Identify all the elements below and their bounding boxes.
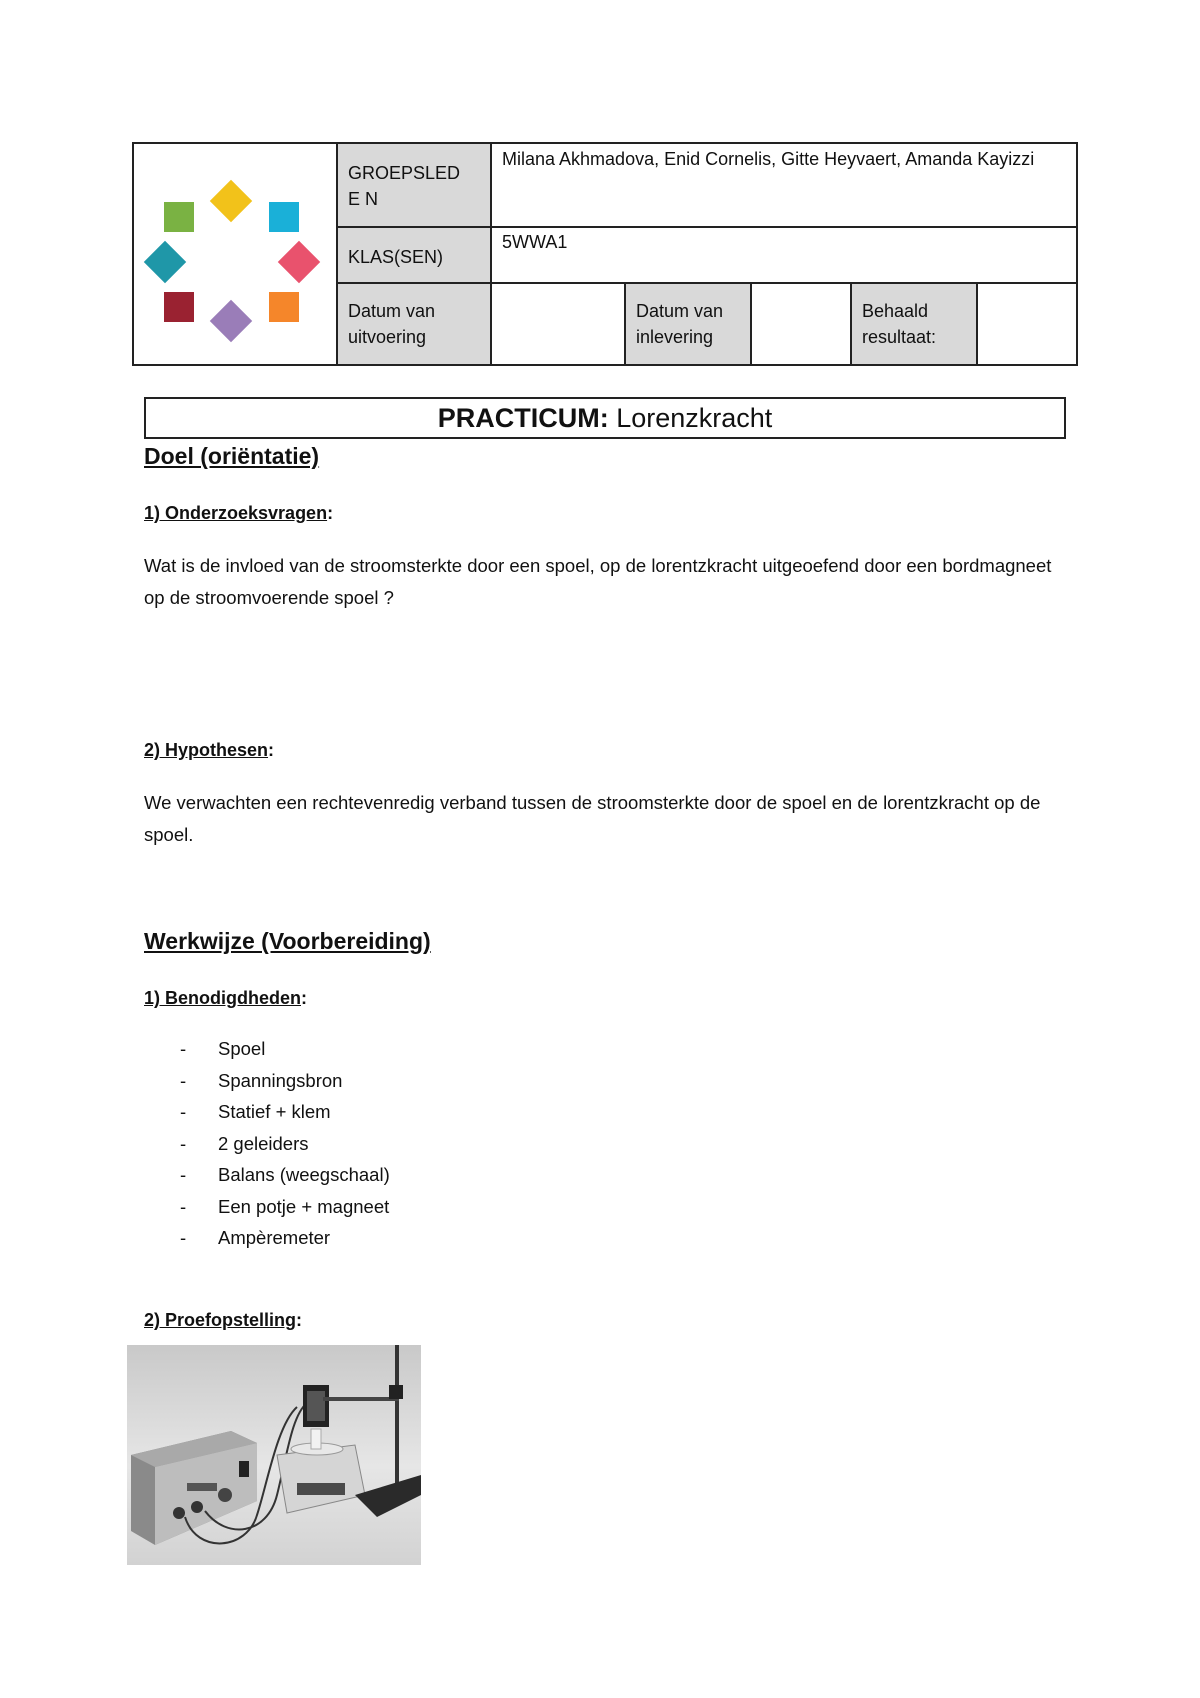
list-item: - Balans (weegschaal) (180, 1159, 390, 1191)
logo-shape-top-right (269, 202, 299, 232)
onderzoeksvragen-heading-text: 1) Onderzoeksvragen (144, 503, 328, 523)
logo-shape-bottom-right (269, 292, 299, 322)
onderzoeksvragen-heading (144, 503, 333, 524)
onderzoeksvraag-text: Wat is de invloed van de stroomsterkte door een spoel, op de lorentzkracht uitgeoefend door een bordmagneet op de stroomvoerende spoel ? (144, 555, 1052, 608)
groepsleden-label: GROEPSLEDE N (348, 163, 461, 209)
logo-shape-right (278, 241, 320, 283)
hypothese-text: We verwachten een rechtevenredig verband tussen de stroomsterkte door de spoel en de lorentzkracht op de spoel. (144, 792, 1041, 845)
heading-colon: : (268, 740, 275, 760)
title-subject: Lorenzkracht (608, 403, 773, 433)
col-divider (750, 284, 752, 364)
proefopstelling-heading-text: 2) Proefopstelling (144, 1310, 297, 1330)
datum-uitvoering-label: Datum van uitvoering (348, 301, 436, 347)
datum-inlevering-label-cell (626, 284, 750, 364)
setup-photo-drawing (127, 1345, 421, 1565)
row-divider (338, 282, 1076, 284)
hypothesen-heading-text: 2) Hypothesen (144, 740, 269, 760)
heading-colon: : (296, 1310, 303, 1330)
benodigdheden-heading (144, 988, 307, 1009)
col-divider (490, 144, 492, 364)
school-logo (134, 144, 334, 364)
title-prefix: PRACTICUM: (437, 403, 609, 433)
heading-colon: : (327, 503, 334, 523)
groepsleden-value-cell (492, 144, 1076, 226)
list-item: - Een potje + magneet (180, 1191, 390, 1223)
logo-shape-bottom-left (164, 292, 194, 322)
row-divider (338, 226, 1076, 228)
col-divider (976, 284, 978, 364)
resultaat-label-cell (852, 284, 978, 364)
datum-inlevering-value[interactable] (750, 284, 850, 364)
groepsleden-label-cell (338, 144, 492, 226)
datum-uitvoering-value[interactable] (492, 284, 626, 364)
setup-photo (127, 1345, 421, 1565)
resultaat-label: Behaald resultaat: (862, 301, 937, 347)
practicum-title-box (144, 397, 1066, 439)
logo-shape-left (144, 241, 186, 283)
col-divider (624, 284, 626, 364)
list-item: - 2 geleiders (180, 1128, 390, 1160)
list-item: - Spanningsbron (180, 1065, 390, 1097)
klas-value-cell (492, 228, 1076, 282)
logo-shape-bottom (210, 300, 252, 342)
benodigdheden-list (180, 1033, 390, 1254)
hypothesen-heading (144, 740, 274, 761)
proefopstelling-heading (144, 1310, 302, 1331)
datum-inlevering-label: Datum van inlevering (636, 301, 724, 347)
benodigdheden-heading-text: 1) Benodigdheden (144, 988, 301, 1008)
logo-shape-top (210, 180, 252, 222)
list-item: - Statief + klem (180, 1096, 390, 1128)
datum-uitvoering-label-cell (338, 284, 492, 364)
doel-heading: Doel (oriëntatie) (144, 443, 320, 469)
groepsleden-value: Milana Akhmadova, Enid Cornelis, Gitte Heyvaert, Amanda Kayizzi (502, 149, 1035, 169)
list-item: - Spoel (180, 1033, 390, 1065)
heading-colon: : (301, 988, 307, 1008)
list-item: - Ampèremeter (180, 1222, 390, 1254)
resultaat-value[interactable] (978, 284, 1076, 364)
klas-value: 5WWA1 (502, 232, 568, 252)
klas-label-cell (338, 228, 492, 282)
col-divider (850, 284, 852, 364)
logo-shape-top-left (164, 202, 194, 232)
logo-cell (134, 144, 338, 364)
klas-label: KLAS(SEN) (348, 247, 444, 267)
werkwijze-heading: Werkwijze (Voorbereiding) (144, 928, 431, 954)
header-table (132, 142, 1078, 366)
